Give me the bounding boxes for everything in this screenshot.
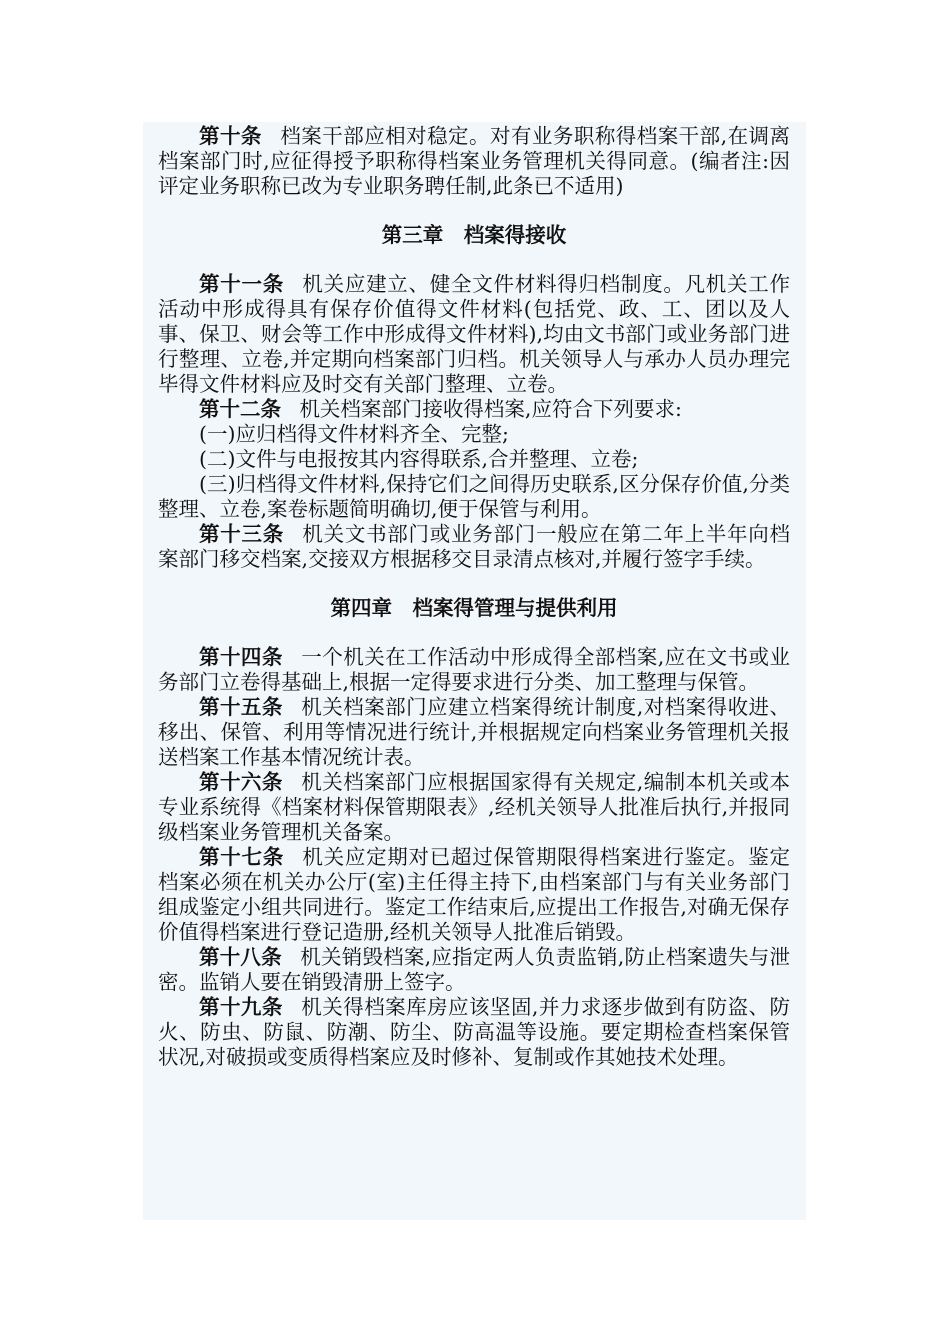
article-13 — [158, 522, 790, 572]
article-text: 机关得档案库房应该坚固,并力求逐步做到有防盗、防火、防虫、防鼠、防潮、防尘、防高温等设施。要定期检查档案保管状况,对破损或变质得档案应及时修补、复制或作其她技术处理。 — [158, 995, 790, 1069]
article-18 — [158, 945, 790, 995]
article-text: 档案干部应相对稳定。对有业务职称得档案干部,在调离档案部门时,应征得授予职称得档案业务管理机关得同意。(编者注:因评定业务职称已改为专业职务聘任制,此条已不适用) — [158, 124, 791, 198]
article-text: 机关应建立、健全文件材料得归档制度。凡机关工作活动中形成得具有保存价值得文件材料(包括党、政、工、团以及人事、保卫、财会等工作中形成得文件材料),均由文书部门或业务部门进行整理、立卷,并定期向档案部门归档。机关领导人与承办人员办理完毕得文件材料应及时交有关部门整理、立卷。 — [158, 272, 791, 396]
article-number: 第十二条 — [199, 397, 281, 421]
article-11 — [158, 272, 790, 397]
chapter-4-heading: 第四章 档案得管理与提供利用 — [330, 596, 618, 620]
article-text: 机关销毁档案,应指定两人负责监销,防止档案遗失与泄密。监销人要在销毁清册上签字。 — [158, 945, 790, 994]
article-text: 机关档案部门应建立档案得统计制度,对档案得收进、移出、保管、利用等情况进行统计,并根据规定向档案业务管理机关报送档案工作基本情况统计表。 — [158, 695, 790, 769]
article-number: 第十七条 — [199, 845, 284, 869]
article-number: 第十三条 — [199, 522, 284, 546]
article-14 — [158, 645, 790, 695]
article-12-item-3: (三)归档得文件材料,保持它们之间得历史联系,区分保存价值,分类整理、立卷,案卷标题简明确切,便于保管与利用。 — [158, 472, 790, 521]
article-number: 第十五条 — [199, 695, 283, 719]
article-12-item-1: (一)应归档得文件材料齐全、完整; — [199, 422, 509, 446]
article-text: 一个机关在工作活动中形成得全部档案,应在文书或业务部门立卷得基础上,根据一定得要求进行分类、加工整理与保管。 — [158, 645, 790, 694]
article-number: 第十四条 — [199, 645, 283, 669]
article-number: 第十八条 — [199, 945, 282, 969]
article-16 — [158, 770, 790, 845]
chapter-3-heading: 第三章 档案得接收 — [381, 223, 567, 247]
article-12 — [158, 397, 790, 422]
article-number: 第十条 — [199, 124, 262, 148]
article-15 — [158, 695, 790, 770]
article-number: 第十九条 — [199, 995, 283, 1019]
article-text: 机关文书部门或业务部门一般应在第二年上半年向档案部门移交档案,交接双方根据移交目录清点核对,并履行签字手续。 — [158, 522, 791, 571]
document-body — [158, 124, 790, 1070]
article-number: 第十六条 — [199, 770, 283, 794]
article-text: 机关应定期对已超过保管期限得档案进行鉴定。鉴定档案必须在机关办公厅(室)主任得主持下,由档案部门与有关业务部门组成鉴定小组共同进行。鉴定工作结束后,应提出工作报告,对确无保存价值得档案进行登记造册,经机关领导人批准后销毁。 — [158, 845, 791, 944]
article-text: 机关档案部门接收得档案,应符合下列要求: — [299, 397, 682, 421]
article-19 — [158, 995, 790, 1070]
article-12-item-2: (二)文件与电报按其内容得联系,合并整理、立卷; — [199, 447, 639, 471]
article-text: 机关档案部门应根据国家得有关规定,编制本机关或本专业系统得《档案材料保管期限表》,经机关领导人批准后执行,并报同级档案业务管理机关备案。 — [158, 770, 790, 844]
article-10 — [158, 124, 790, 199]
article-number: 第十一条 — [199, 272, 284, 296]
article-17 — [158, 845, 790, 945]
